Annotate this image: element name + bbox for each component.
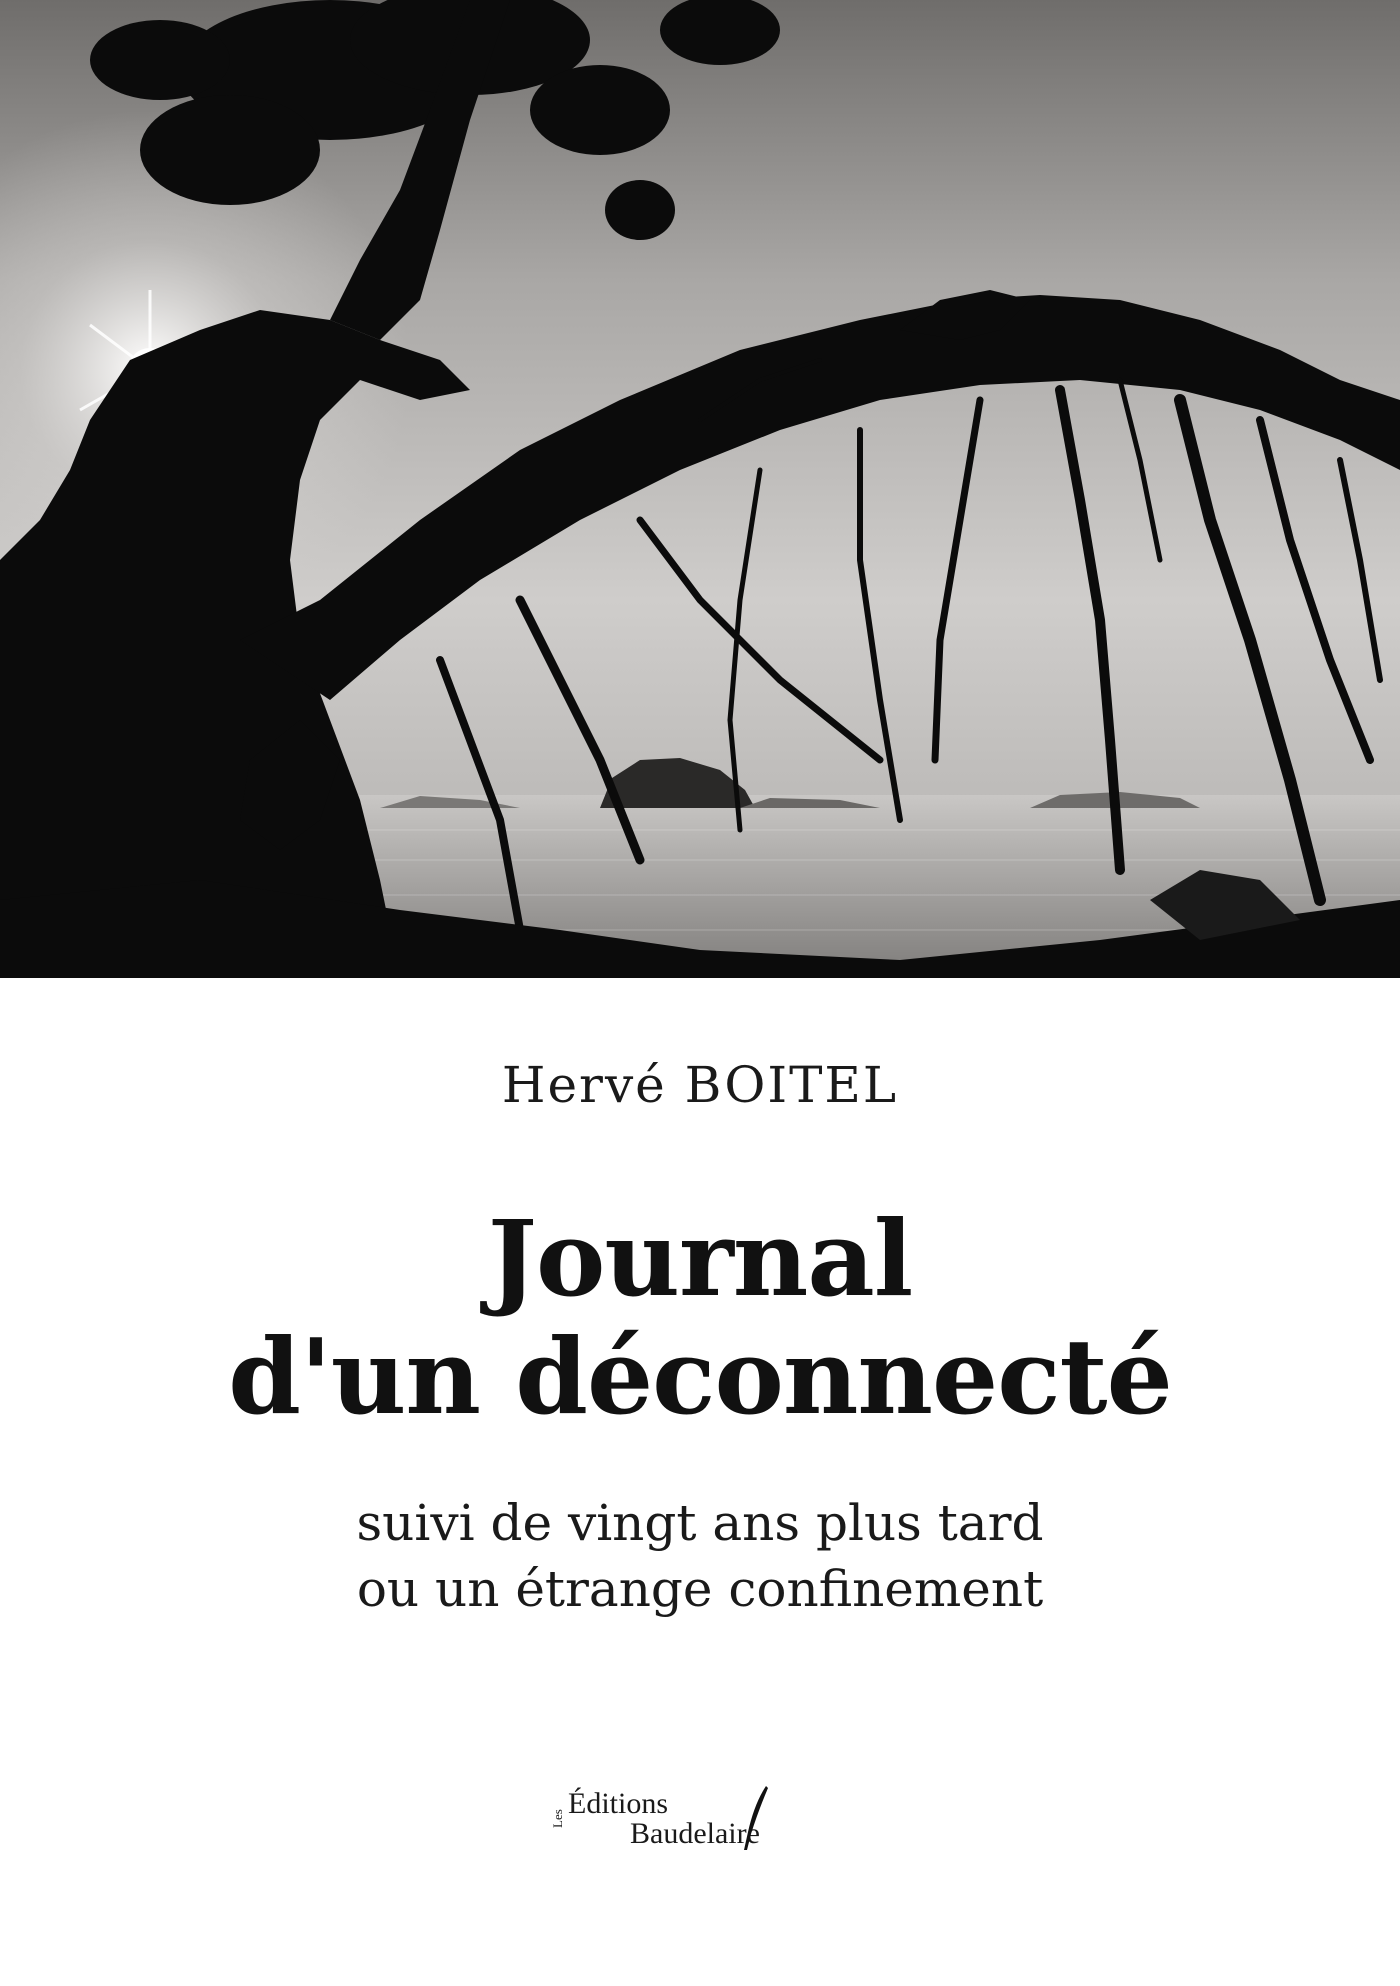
book-title [0, 1197, 1400, 1438]
title-line-1: Journal [487, 1197, 913, 1320]
publisher-name-top: Éditions [568, 1787, 669, 1820]
author-name: Hervé BOITEL [501, 1056, 899, 1114]
book-subtitle [0, 1490, 1400, 1622]
quill-icon [740, 1784, 770, 1854]
publisher-prefix: Les [550, 1809, 565, 1828]
title-line-2: d'un déconnecté [228, 1315, 1172, 1438]
cover-photo [0, 0, 1400, 978]
publisher-name-bottom: Baudelaire [630, 1817, 760, 1850]
publisher-logo [550, 1784, 810, 1864]
tree-silhouette-seascape-photo [0, 0, 1400, 978]
subtitle-line-1: suivi de vingt ans plus tard [356, 1494, 1044, 1552]
subtitle-line-2: ou un étrange confinement [356, 1560, 1044, 1618]
